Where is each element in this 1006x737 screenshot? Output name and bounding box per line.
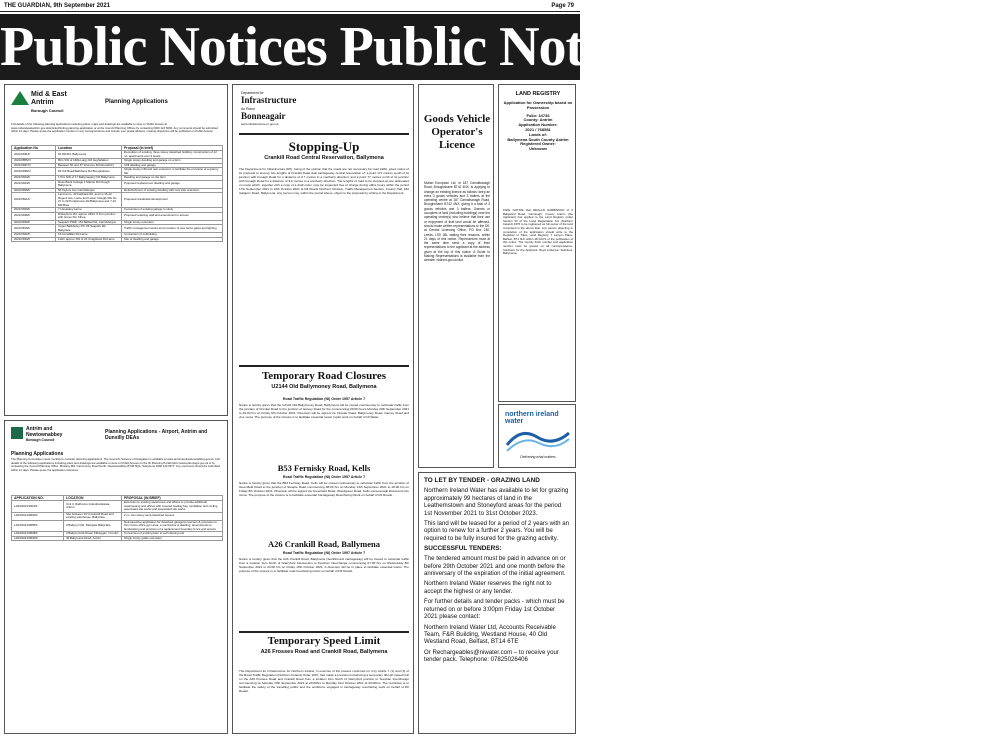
table-cell: Demolition of existing, three storey detached building. Construction of 12 no. apartments over 3 levels. bbox=[122, 151, 223, 159]
goods-vehicle-title: Goods Vehicle Operator's Licence bbox=[423, 113, 491, 151]
table-cell: 80m SW of 148a Largy Rd Aughafatten bbox=[56, 159, 122, 164]
council-logo bbox=[11, 427, 81, 449]
masthead: Public Notices Public Notices Public Notices bbox=[0, 16, 1006, 78]
table-cell: Extension to existing warehouse and offices to provide additional warehousing and offices with covered loading bay, ventilation and roofing associated site works and associated site works bbox=[122, 501, 223, 513]
to-let-para: This land will be leased for a period of 2 years with an option to renew for a further 2 years. You will be required to be fully insured for the grazing activity. bbox=[424, 520, 569, 542]
table-row bbox=[12, 151, 223, 159]
road-closures-title: Temporary Road Closures bbox=[261, 370, 387, 382]
stopping-up-body: The Department for Infrastructure (DfI), being of the opinion that the roads are not necessary for road traffic, gives notice of its proposal to stop-up two lengths of Crankill Road dual carriageway central reservation of: a point 171 metres south of its junction with Fenagh Road for a distance of 9.7 metres in a southerly direction; and a point 77 metres north of its junction with Fenagh Road for a distance of 9.6 metres in a southerly direction. The lengths of road to be stopped-up are delineated on maps which, together with a copy of a draft order, may be inspected free of charge during office hours within the period 17th September 2021 to 15th October 2021 at DfI Roads Northern Division, Traffic Management Section, County Hall, 182 Galgorm Road, Ballymena. Any person may, within the period above, object to the proposal by writing to the Department. bbox=[239, 167, 409, 195]
table-cell: 16 Lisnafillan Rd Larne bbox=[56, 233, 122, 238]
table-cell: 2021/0925/F bbox=[12, 188, 56, 193]
panel-title: Planning Applications - Airport, Antrim and Dunsilly DEAs bbox=[105, 429, 208, 441]
table-cell: 2021/0933/F bbox=[12, 237, 56, 242]
to-let-para: Northern Ireland Water has available to let for grazing approximately 99 hectares of land in the Leathemstown and Stoneyford areas for the period 1st November 2021 to 31st October 2023. bbox=[424, 487, 569, 517]
land-registry-details: Application for Ownership based on Possession Folio: 34736 County: Antrim Application Number: 2021 / 768581 Lands of: Ballymena South County Antrim Registered Owner: Unknown bbox=[503, 100, 573, 152]
table-cell: Traffic management works and provision of new fence gates and lighting bbox=[122, 225, 223, 233]
table-cell: Proposed residential development bbox=[122, 193, 223, 208]
table-cell: Conversion of existing barn to self catering unit bbox=[122, 532, 223, 537]
table-row bbox=[12, 512, 223, 520]
table-cell: Proposed replacement dwelling and garage bbox=[122, 180, 223, 188]
a26-body: Notice is hereby given that the A26 Crankill Road, Ballymena (Southbound carriageway) will be closed to vehicular traffic from a location 1km North of Glarryford Intersection to Teeshan Interchange commencing 07:00 hrs on Wednesday 8th September 2021 to 20:00 hrs on Friday 15th October 2021. A diversion will be in place to facilitate essential works. The purpose of the closure is to facilitate road resurfacing works on behalf of DfI Roads. bbox=[239, 557, 409, 573]
panel-intro: The Planning Committee meets monthly to consider planning applications. The Council's Scheme of Delegation is available at www.antrimandnewtownabbey.gov.uk. Full details of the following applications including plans and drawings are available to view on Public Access on the NI Planning Portal https://www.planningni.gov.uk or by contacting the Council Planning Office, Mossley Mill, Carnmoney Road North, Newtownabbey BT36 5QA. Telephone 0300 123 6677. Any comments should be submitted within 14 days. Please quote the application reference. bbox=[11, 457, 221, 472]
table-row bbox=[12, 501, 223, 513]
land-registry-body: TAKE NOTICE that DECLAN HARBINSON of 6 Ballyward Road, Carnlough, County Antrim (the Applicant) has applied to the Land Registry under Section 53 of the Land Registration Act (Northern Ireland) 1970 to be registered as full owner of the land comprised in the above folio. Any person objecting to completion of the application should write to the Registrar of Titles, Land Registry, 7 Lanyon Place, Belfast, BT1 3LP within 28 DAYS of the publication of this notice. The County Folio number and application number must be quoted on all correspondence. Solicitors for the Applicant: Boyd Anderson Solicitors, Ballymena. bbox=[503, 208, 573, 256]
goods-vehicle-notice bbox=[418, 84, 494, 468]
table-cell: 170m NW of 17 Ballymagarry Rd Ballymena bbox=[56, 176, 122, 181]
council-name: Antrim and Newtownabbey Borough Council bbox=[26, 426, 63, 442]
table-row bbox=[12, 225, 223, 233]
table-cell: 2021/0815/F bbox=[12, 225, 56, 233]
table-cell: Site of dwelling and garage bbox=[122, 237, 223, 242]
to-let-title: TO LET BY TENDER - GRAZING LAND bbox=[424, 477, 540, 484]
table-cell: 2021/0922/F bbox=[12, 233, 56, 238]
table-cell: 4 Ballycormick Road, Kilbeggan, Crumlin bbox=[64, 532, 122, 537]
section-heading: Planning Applications bbox=[11, 451, 64, 457]
table-cell: 2021/0855/O bbox=[12, 159, 56, 164]
table-cell: Dickeybum Rd, approx 249m S from junction with Grove Rd, Kilrea bbox=[56, 212, 122, 220]
table-cell: Conversion of existing garage to study bbox=[122, 208, 223, 213]
speed-limit-subtitle: A26 Frosses Road and Crankill Road, Ballymena bbox=[260, 649, 388, 655]
to-let-para: The tendered amount must be paid in advance on or before 29th October 2021 and one month before the anniversary of the expiration of the initial agreement. bbox=[424, 555, 566, 578]
ni-water-tagline: Delivering what matters bbox=[520, 455, 556, 459]
planning-table bbox=[11, 145, 223, 242]
table-cell: LA03/2021/0855/F bbox=[12, 520, 64, 532]
table-cell: Seapark PS98, 151 Belfast Rd, Carrickfergus bbox=[56, 220, 122, 225]
planning-table bbox=[11, 495, 223, 541]
regulation-line: Road Traffic Regulation (NI) Order 1997 Article 7 bbox=[282, 397, 366, 401]
antrim-newtownabbey-panel bbox=[4, 420, 228, 734]
table-cell: 2021/0930/F bbox=[12, 220, 56, 225]
table-cell: 84 Toll Road/Rathbane Rd Broughshane bbox=[56, 168, 122, 176]
table-cell: 40 Ballymena Road, Antrim bbox=[64, 536, 122, 541]
regulation-line: Road Traffic Regulation (NI) Order 1997 Article 7 bbox=[282, 475, 366, 479]
table-cell: Refurbishment of existing dwelling with new side extension bbox=[122, 188, 223, 193]
mid-east-antrim-panel bbox=[4, 84, 228, 416]
table-cell: 56 Taylors Ave Carrickfergus bbox=[56, 188, 122, 193]
council-logo-icon bbox=[11, 91, 29, 105]
speed-limit-body: The Department for Infrastructure for Northern Ireland, in exercise of the powers conferred on it by Article 7 (1) and (3) of the Road Traffic Regulation (Northern Ireland) Order 1997, has made a provision introducing a temporary 40mph speed limit on the A26 Frosses Road and Crankill Road from a location 1km North of Glarryford junction to Teeshan Interchange commencing on Monday 13th September 2021 at 20:00hrs to Monday 31st October 2021 at 20:00hrs. The restriction is to facilitate the safety of the travelling public and the workforce engaged in carriageway resurfacing work on behalf of DfI Roads. bbox=[239, 669, 409, 693]
road-closures-subtitle: U2144 Old Ballymoney Road, Ballymena bbox=[271, 384, 377, 390]
table-cell: 110m approx SW of 24 Craigsland Rd Larne bbox=[56, 237, 122, 242]
ni-water-name: northern ireland water bbox=[505, 411, 559, 425]
table-cell: LA03/2021/0830/F bbox=[12, 512, 64, 520]
table-cell: 2021/0923/F bbox=[12, 176, 56, 181]
table-cell: 2021/0936/F bbox=[12, 212, 56, 220]
table-cell: Dwelling and garage on the farm bbox=[122, 176, 223, 181]
col-header: LOCATION bbox=[64, 496, 122, 501]
panel-title: Planning Applications bbox=[105, 99, 168, 105]
table-cell: 3 Ballycorr Rd, Parkgate Ballyclare bbox=[64, 520, 122, 532]
table-row bbox=[12, 520, 223, 532]
to-let-notice bbox=[418, 472, 576, 734]
goods-vehicle-body: Mullan European Ltd, of 187 Carnalbanagh Road, Broughshane BT42 4NX, is applying to change an existing licence as follows: keep an extra 0 goods vehicles and 3 trailers at the operating centre at 187 Carnalbanagh Road, Broughshane BT42 4NX, giving it a total of 3 goods vehicles and 3 trailers. Owners or occupiers of land (including buildings) near the operating centre(s) who believe that their use or enjoyment of that land would be affected, should make written representations to the DfI, at Central Licensing Office, PO Box 180, Leeds, LS9 1BL stating their reasons, within 21 days of this notice. Representors must at the same time send a copy of their representations to the applicant at the address given at the top of this notice. A Guide to Making Representations is available from the website: nidirect.gov.uk/dva bbox=[424, 181, 490, 263]
table-row bbox=[12, 536, 223, 541]
table-cell: Retrospective application for detached garage/conversion & extension to form home office gym area, a mezzanine & dwelling, amendments to landscaping and provision of a replacement boundary fence and access bbox=[122, 520, 223, 532]
divider bbox=[239, 133, 409, 135]
department-logo: Department for Infrastructure An Roinn Bonneagair www.infrastructure-ni.gov.uk bbox=[241, 91, 297, 126]
table-cell: Site between 10 Crosstmill Road and existing warehouse, Ballyclare bbox=[64, 512, 122, 520]
stopping-up-title: Stopping-Up bbox=[288, 139, 360, 154]
table-row bbox=[12, 212, 223, 220]
stopping-up-subtitle: Crankill Road Central Reservation, Ballymena bbox=[264, 155, 384, 161]
panel-intro: Full details of the following planning applications including plans, maps and drawings are available to view on Public Access at www.midandeastantrim.gov.uk/articles/finding-planning-application or at the Council Planning Offices by contacting 0300 124 5000. Any comments should be submitted within 14 days. Please quote the application number in any correspondence and include your postal address, missing objections will be published on Public Access. bbox=[11, 122, 218, 133]
table-cell: 2021/0927/O bbox=[12, 163, 56, 168]
to-let-para: For further details and tender packs - which must be returned on or before 3:00pm Friday 1st October 2021 please contact: bbox=[424, 598, 565, 621]
table-cell: 7 Lisnaskey Larne bbox=[56, 208, 122, 213]
col-header: Proposal (in brief) bbox=[122, 146, 223, 151]
b53-title: B53 Fernisky Road, Kells bbox=[277, 463, 371, 473]
table-cell: Unit 3, Rathmore Industrial Estate, Antrim bbox=[64, 501, 122, 513]
table-cell: 2021/0939/O bbox=[12, 168, 56, 176]
table-cell: Infill dwelling and garage bbox=[122, 163, 223, 168]
table-cell: 2 no. two storey semi-detached houses bbox=[122, 512, 223, 520]
table-cell: LA03/2021/0840/F bbox=[12, 536, 64, 541]
table-cell: Single storey dwelling and garage on a farm bbox=[122, 159, 223, 164]
ni-water-logo bbox=[498, 404, 576, 468]
table-cell: Land at no. 43 Fairbank Rd, and no 16-22 Regent Ave, Larne and Lower Cloughmills No 27 to 29 Portglenone Rd Ballymena and 7-10 Mill Brae bbox=[56, 193, 122, 208]
to-let-para: Or Rechargeables@niwater.com – to receive your tender pack. Telephone: 07825026406 bbox=[424, 648, 559, 664]
road-closures-body: Notice is hereby given that the U2144 Old Ballymoney Road, Ballymena will be closed continuously to vehicular traffic from the junction of Circular Road to the junction of Garvey Road for the commencing 09:00 hours Monday 20th September 2021 to 16:00 hrs on Friday 8th October 2021. Diversion will be signed via Circular Road, Ballymoney Road, Garvey Road and vice versa. The purpose of the closure is to facilitate essential sewer repair work on behalf of NI Water. bbox=[239, 403, 409, 419]
table-cell: Single storey infill and rear extension to facilitate the provision of a granny flat bbox=[122, 168, 223, 176]
council-logo bbox=[11, 91, 71, 123]
col-header: Application No bbox=[12, 146, 56, 151]
col-header: APPLICATION NO. bbox=[12, 496, 64, 501]
col-header: PROPOSAL (IN BRIEF) bbox=[122, 496, 223, 501]
table-cell: Conversion of outbuilding bbox=[122, 233, 223, 238]
infrastructure-notice bbox=[232, 84, 414, 734]
table-row bbox=[12, 168, 223, 176]
table-cell: LA03/2021/0924/F bbox=[12, 501, 64, 513]
table-cell: Between 50 and 57 Drumore Rd Glenwhirry bbox=[56, 163, 122, 168]
a26-title: A26 Crankill Road, Ballymena bbox=[268, 539, 380, 549]
paper-date: THE GUARDIAN, 9th September 2021 bbox=[4, 3, 111, 9]
to-let-para: Northern Ireland Water reserves the right not to accept the highest or any tender. bbox=[424, 580, 552, 595]
table-cell: Single storey gable extension bbox=[122, 536, 223, 541]
divider bbox=[239, 631, 409, 633]
to-let-para: Northern Ireland Water Ltd, Accounts Receivable Team, F&R Building, Westland House, 40 Old Westland Road, Belfast, BT14 6TE bbox=[424, 623, 556, 646]
table-cell: LA03/2021/0838/F bbox=[12, 532, 64, 537]
speed-limit-title: Temporary Speed Limit bbox=[267, 635, 381, 647]
regulation-line: Road Traffic Regulation (NI) Order 1997 Article 7 bbox=[282, 551, 366, 555]
col-header: Location bbox=[56, 146, 122, 151]
table-cell: Proposed retaining wall and amendment to access bbox=[122, 212, 223, 220]
table-cell: Rose Bank Cottage 1 Marine Rd Clough Ballymena bbox=[56, 180, 122, 188]
page-number: Page 79 bbox=[551, 3, 574, 9]
table-row bbox=[12, 180, 223, 188]
table-cell: Single storey extension bbox=[122, 220, 223, 225]
table-cell: Upper Ballyboley PS, 96 Seapark Rd, Ballyclare bbox=[56, 225, 122, 233]
water-wave-icon bbox=[505, 423, 571, 453]
table-cell: 2021/0924/F bbox=[12, 180, 56, 188]
table-cell: 2021/0931/F bbox=[12, 151, 56, 159]
land-registry-notice bbox=[498, 84, 576, 402]
successful-tenders-heading: SUCCESSFUL TENDERS: bbox=[424, 545, 502, 553]
council-name: Mid & East Antrim Borough Council bbox=[31, 91, 67, 113]
b53-body: Notice is hereby given that the B53 Fernisky Road, Kells will be closed continuously to vehicular traffic from the junction of Greenfield Road to the junction of Steeple Road commencing 08:00 hrs on Monday 13th September 2021 to 18:00 hrs on Friday 8th October 2021. Diversion will be signed via Greenfield Road, Woodgreen Road, Kells Lisnevenagh Road and vice versa. The purpose of the closure is to facilitate essential Carriageway Resurfacing Work on behalf of DfI Roads. bbox=[239, 481, 409, 497]
table-row bbox=[12, 193, 223, 208]
table-cell: 92 Mill Rd, Ballymena bbox=[56, 151, 122, 159]
land-registry-title: LAND REGISTRY bbox=[515, 91, 561, 97]
table-cell: 2021/0821/F bbox=[12, 193, 56, 208]
page-header bbox=[0, 0, 580, 12]
council-logo-icon bbox=[11, 427, 23, 439]
divider bbox=[239, 365, 409, 367]
table-cell: 2021/0926/F bbox=[12, 208, 56, 213]
table-row bbox=[12, 237, 223, 242]
